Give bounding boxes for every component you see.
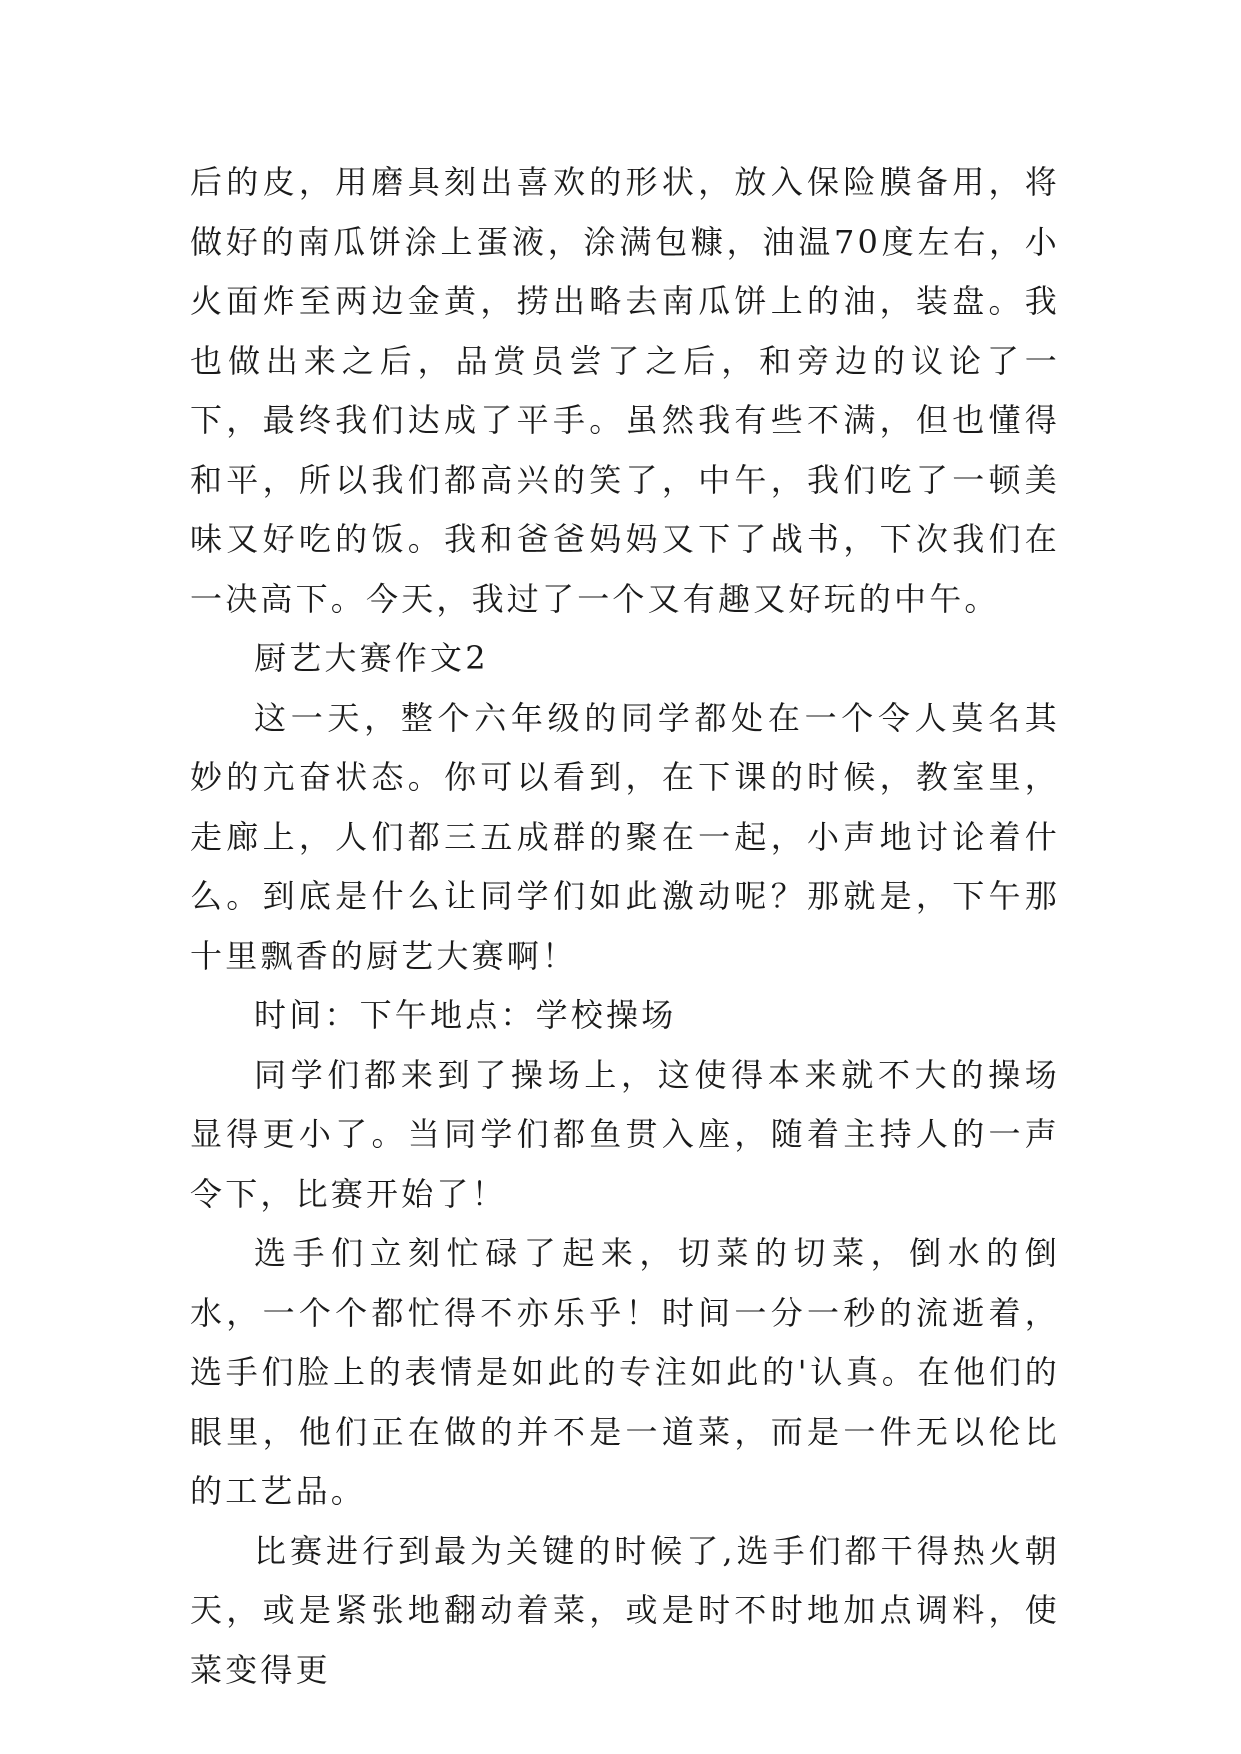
paragraph-time-place: 时间：下午地点：学校操场 xyxy=(254,996,677,1034)
paragraph: 选手们立刻忙碌了起来，切菜的切菜，倒水的倒水，一个个都忙得不亦乐乎！时间一分一秒的流逝着，选手们脸上的表情是如此的专注如此的'认真。在他们的眼里，他们正在做的并不是一道菜，而是一件无以伦比的工艺品。 xyxy=(190,1234,1060,1510)
section-heading: 厨艺大赛作文2 xyxy=(254,639,489,677)
paragraph: 比赛进行到最为关键的时候了,选手们都干得热火朝天，或是紧张地翻动着菜，或是时不时地加点调料，使菜变得更 xyxy=(190,1531,1060,1689)
document-body xyxy=(190,153,1060,1700)
paragraph: 这一天，整个六年级的同学都处在一个令人莫名其妙的亢奋状态。你可以看到，在下课的时候，教室里，走廊上，人们都三五成群的聚在一起，小声地讨论着什么。到底是什么让同学们如此激动呢？那就是，下午那十里飘香的厨艺大赛啊！ xyxy=(190,698,1060,975)
paragraph: 同学们都来到了操场上，这使得本来就不大的操场显得更小了。当同学们都鱼贯入座，随着主持人的一声令下，比赛开始了！ xyxy=(190,1055,1060,1213)
paragraph-continued: 后的皮，用磨具刻出喜欢的形状，放入保险膜备用，将做好的南瓜饼涂上蛋液，涂满包糠，油温70度左右，小火面炸至两边金黄，捞出略去南瓜饼上的油，装盘。我也做出来之后，品赏员尝了之后，和旁边的议论了一下，最终我们达成了平手。虽然我有些不满，但也懂得和平，所以我们都高兴的笑了，中午，我们吃了一顿美味又好吃的饭。我和爸爸妈妈又下了战书，下次我们在一决高下。今天，我过了一个又有趣又好玩的中午。 xyxy=(190,163,1060,618)
